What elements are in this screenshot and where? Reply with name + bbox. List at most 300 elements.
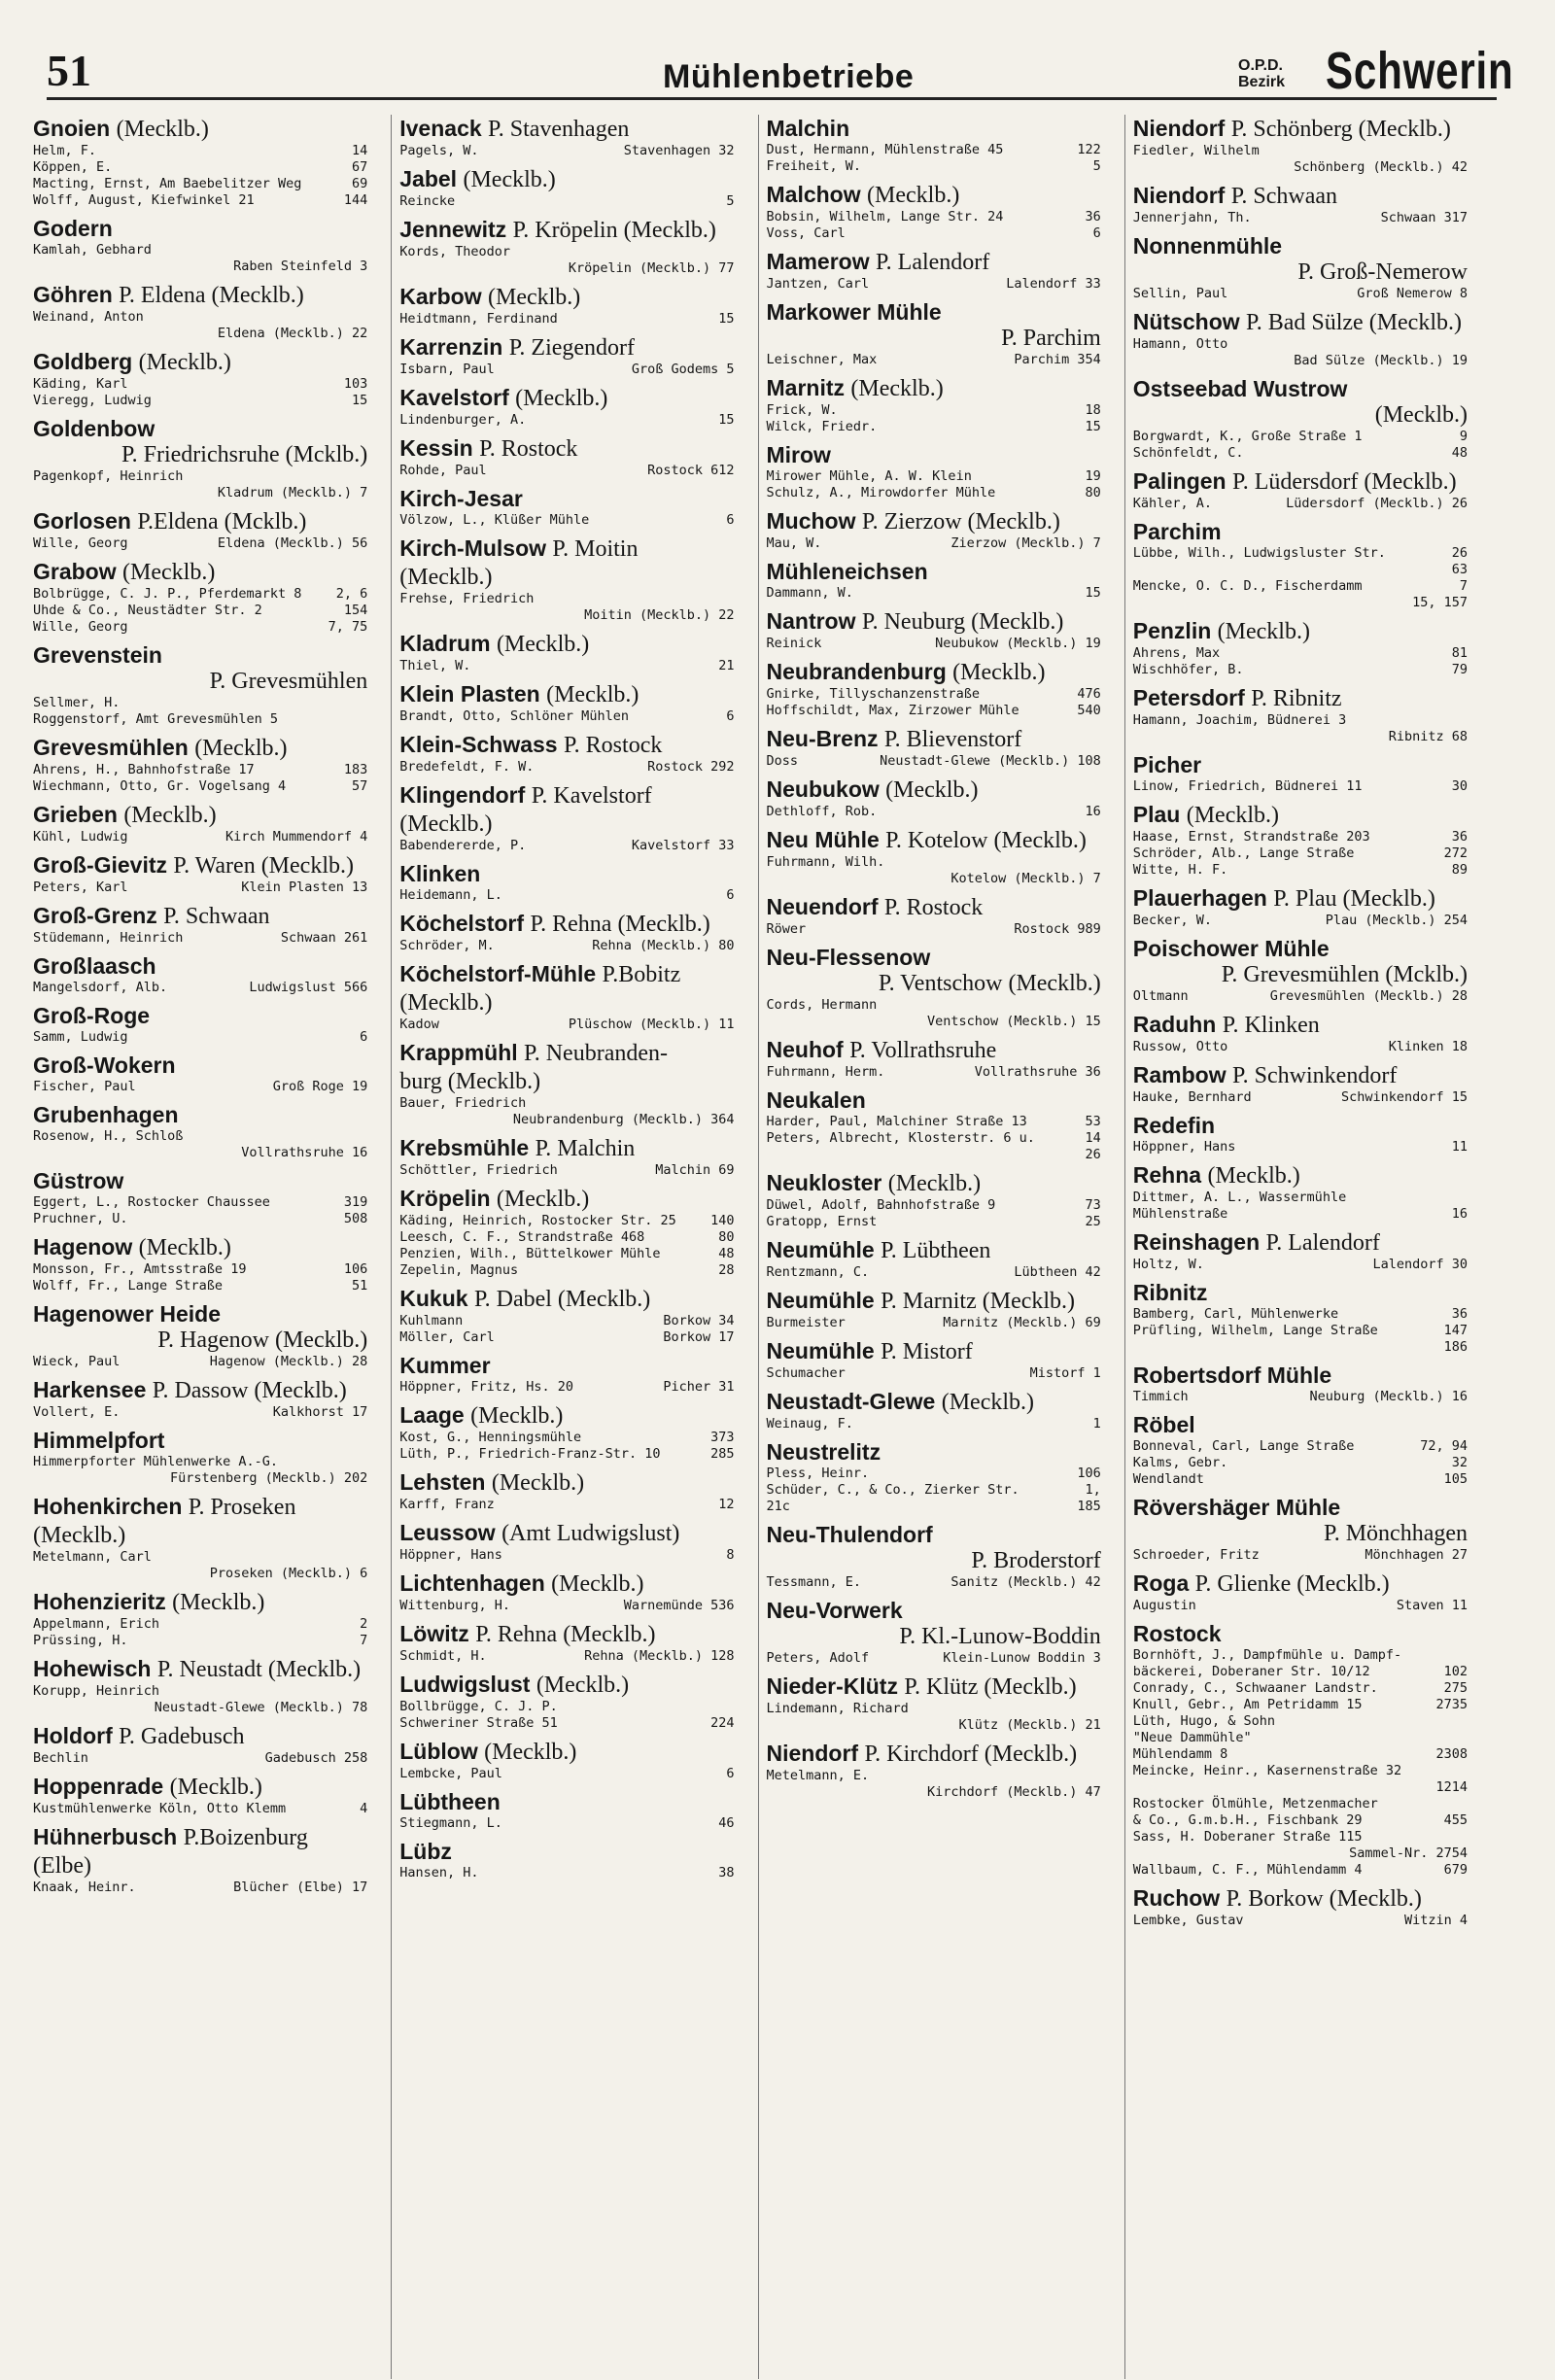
entry-phone: Schwaan 317	[1380, 210, 1468, 225]
entry-row	[1133, 353, 1468, 369]
locality-name: Holdorf	[33, 1723, 113, 1748]
entry-row	[33, 485, 367, 501]
entry-name: Bolbrügge, C. J. P., Pferdemarkt 8	[33, 586, 302, 602]
entry-phone: Kirchdorf (Mecklb.) 47	[926, 1784, 1101, 1800]
locality-section	[399, 1838, 734, 1881]
entry-row	[767, 1574, 1101, 1591]
locality-name: Plau	[1132, 802, 1181, 827]
locality-heading	[33, 641, 367, 669]
entry-row	[33, 1029, 367, 1046]
locality-heading	[33, 1493, 367, 1549]
entry-phone: Lüdersdorf (Mecklb.) 26	[1286, 496, 1468, 511]
locality-section	[767, 248, 1101, 293]
locality-section	[399, 535, 734, 624]
entry-phone: Rostock 292	[647, 759, 735, 775]
locality-heading	[399, 1039, 734, 1095]
entry-phone: 7	[1459, 578, 1468, 594]
entry-row	[33, 930, 367, 947]
entry-name: Bredefeldt, F. W.	[399, 759, 535, 775]
post-office: (Mecklb.)	[850, 376, 944, 401]
locality-heading	[399, 1738, 734, 1766]
locality-heading	[1133, 232, 1468, 259]
locality-section	[399, 384, 734, 429]
locality-heading	[1133, 1011, 1468, 1039]
entry-name: Heidemann, L.	[399, 887, 502, 903]
entry-phone: Klein-Lunow Boddin 3	[943, 1650, 1101, 1666]
post-office: P. Kavelstorf (Mecklb.)	[399, 783, 652, 837]
entry-phone: Ludwigslust 566	[249, 980, 368, 995]
entry-row	[399, 1815, 734, 1832]
post-office-line: (Mecklb.)	[1374, 402, 1468, 428]
post-office: P. Plau (Mecklb.)	[1273, 886, 1435, 912]
locality-name: Petersdorf	[1132, 685, 1245, 710]
entry-phone: Sammel-Nr. 2754	[1349, 1845, 1468, 1861]
entry-row	[767, 1214, 1101, 1230]
entry-name: Stiegmann, L.	[399, 1815, 502, 1831]
locality-heading	[1133, 1494, 1468, 1521]
entry-name: Dammann, W.	[766, 585, 853, 601]
entry-name: Schönfeldt, C.	[1132, 445, 1244, 461]
entry-name: Dust, Hermann, Mühlenstraße 45	[766, 142, 1004, 157]
entry-row	[33, 192, 367, 209]
locality-section	[399, 1569, 734, 1614]
locality-heading	[399, 910, 734, 938]
locality-heading	[33, 1167, 367, 1194]
entry-row	[399, 1313, 734, 1329]
entry-row	[767, 1701, 1101, 1717]
entry-phone: 11	[1451, 1139, 1468, 1155]
entry-row	[1133, 1339, 1468, 1356]
entry-phone: 15, 157	[1412, 595, 1468, 610]
entry-phone: Raben Steinfeld 3	[233, 259, 368, 274]
locality-section	[33, 348, 367, 409]
entry-row	[399, 759, 734, 776]
entry-name: bäckerei, Doberaner Str. 10/12	[1132, 1664, 1370, 1679]
post-office-line: P. Kl.-Lunow-Boddin	[899, 1624, 1101, 1649]
entry-phone: Neuburg (Mecklb.) 16	[1309, 1389, 1468, 1404]
entry-name: Schröder, M.	[399, 938, 495, 953]
entry-name: Tessmann, E.	[766, 1574, 862, 1590]
entry-phone: 272	[1443, 845, 1468, 861]
locality-name: Lübz	[399, 1839, 452, 1864]
entry-row	[33, 1194, 367, 1211]
entry-row	[33, 1750, 367, 1767]
entry-row	[1133, 1680, 1468, 1697]
locality-section	[1133, 1494, 1468, 1564]
locality-section	[767, 1087, 1101, 1163]
locality-section	[33, 734, 367, 795]
entry-row	[1133, 1323, 1468, 1339]
post-office: (Mecklb.)	[885, 777, 979, 803]
entry-row	[767, 585, 1101, 602]
locality-section	[767, 507, 1101, 552]
locality-heading	[33, 215, 367, 242]
locality-section	[1133, 467, 1468, 512]
locality-name: Neu-Flessenow	[766, 945, 931, 970]
entry-phone: Borkow 17	[663, 1329, 735, 1345]
locality-section	[399, 781, 734, 854]
entry-row	[1133, 712, 1468, 729]
locality-name: Ostseebad Wustrow	[1132, 376, 1348, 401]
locality-heading	[1133, 935, 1468, 962]
entry-phone: Klein Plasten 13	[241, 880, 368, 895]
entry-row	[767, 352, 1101, 368]
locality-name: Klingendorf	[399, 782, 526, 808]
entry-row	[767, 1466, 1101, 1482]
locality-section	[33, 1722, 367, 1767]
locality-heading	[767, 507, 1101, 535]
entry-row	[1133, 729, 1468, 745]
locality-section	[399, 1788, 734, 1832]
entry-phone: 16	[1085, 804, 1101, 819]
locality-name: Hohenzieritz	[33, 1589, 166, 1614]
entry-row	[1133, 496, 1468, 512]
entry-name: Fiedler, Wilhelm	[1132, 143, 1260, 158]
entry-phone: 14	[1085, 1130, 1101, 1146]
entry-row	[1133, 1471, 1468, 1488]
post-office: (Mecklb.)	[1207, 1163, 1300, 1189]
post-office-line: P. Broderstorf	[971, 1548, 1101, 1573]
entry-phone: Ventschow (Mecklb.) 15	[926, 1014, 1101, 1029]
locality-section	[1133, 1228, 1468, 1273]
entry-row	[767, 703, 1101, 719]
entry-name: Thiel, W.	[399, 658, 471, 673]
locality-section	[1133, 1161, 1468, 1223]
locality-heading	[399, 485, 734, 512]
entry-phone: Rehna (Mecklb.) 80	[592, 938, 735, 953]
entry-name: Lübbe, Wilh., Ludwigsluster Str.	[1132, 545, 1386, 561]
entry-row	[767, 1784, 1101, 1801]
entry-name: Kühl, Ludwig	[33, 829, 128, 845]
locality-section	[767, 1597, 1101, 1667]
entry-name: Bornhöft, J., Dampfmühle u. Dampf-	[1132, 1647, 1402, 1663]
entry-name: Rostocker Ölmühle, Metzenmacher	[1132, 1796, 1378, 1811]
entry-phone: Rostock 612	[647, 463, 735, 478]
entry-name: Höppner, Hans	[1132, 1139, 1236, 1155]
entry-name: Sellmer, H.	[33, 695, 121, 710]
locality-section	[1133, 751, 1468, 795]
entry-row	[399, 193, 734, 210]
entry-phone: 147	[1443, 1323, 1468, 1338]
post-office: (Mecklb.)	[496, 632, 590, 657]
locality-section	[399, 485, 734, 529]
entry-phone: Borkow 34	[663, 1313, 735, 1328]
post-office-line: P. Hagenow (Mecklb.)	[157, 1328, 368, 1353]
entry-name: Peters, Adolf	[766, 1650, 870, 1666]
locality-heading	[767, 441, 1101, 468]
entry-row	[399, 1262, 734, 1279]
post-office: P. Borkow (Mecklb.)	[1226, 1886, 1422, 1912]
entry-row	[1133, 429, 1468, 445]
post-office: P. Schwaan	[1230, 184, 1338, 209]
entry-phone: 14	[351, 143, 368, 158]
entry-phone: 36	[1085, 209, 1101, 224]
post-office-line: P. Mönchhagen	[1324, 1521, 1468, 1546]
locality-name: Grevesmühlen	[33, 735, 189, 760]
entry-row	[1133, 1139, 1468, 1156]
locality-heading	[399, 781, 734, 838]
post-office: P.Bobitz (Mecklb.)	[399, 962, 681, 1016]
locality-section	[33, 902, 367, 947]
locality-name: Markower Mühle	[766, 299, 942, 325]
entry-row	[1133, 1796, 1468, 1812]
locality-section	[1133, 1362, 1468, 1405]
entry-name: Wolff, Fr., Lange Straße	[33, 1278, 224, 1293]
entry-phone: Stavenhagen 32	[623, 143, 735, 158]
entry-phone: 6	[726, 887, 735, 903]
post-office: P. Rostock	[479, 436, 578, 462]
entry-phone: 224	[710, 1715, 735, 1731]
entry-row	[33, 309, 367, 326]
entry-phone: Fürstenberg (Mecklb.) 202	[170, 1470, 368, 1486]
entry-phone: Mönchhagen 27	[1365, 1547, 1468, 1563]
locality-name: Picher	[1132, 752, 1202, 777]
entry-phone: Lalendorf 33	[1006, 276, 1101, 292]
entry-phone: 18	[1085, 402, 1101, 418]
entry-phone: 53	[1085, 1114, 1101, 1129]
entry-phone: Malchin 69	[655, 1162, 735, 1178]
entry-phone: Hagenow (Mecklb.) 28	[209, 1354, 368, 1369]
entry-row	[399, 1865, 734, 1881]
entry-row	[1133, 1763, 1468, 1779]
entry-phone: 51	[351, 1278, 368, 1293]
entry-row	[33, 829, 367, 845]
locality-section	[33, 558, 367, 636]
locality-name: Niendorf	[766, 1741, 859, 1766]
entry-phone: Picher 31	[663, 1379, 735, 1395]
locality-name: Lichtenhagen	[399, 1570, 545, 1596]
locality-heading	[767, 115, 1101, 142]
locality-heading	[33, 115, 367, 143]
entry-phone: 73	[1085, 1197, 1101, 1213]
locality-heading	[1133, 884, 1468, 913]
locality-heading	[33, 348, 367, 376]
entry-row	[767, 1365, 1101, 1382]
entry-phone: Lalendorf 30	[1372, 1257, 1468, 1272]
locality-name: Hoppenrade	[33, 1774, 164, 1799]
locality-heading	[399, 1788, 734, 1815]
entry-row	[399, 1213, 734, 1229]
locality-name: Malchin	[766, 116, 850, 141]
entry-name: Metelmann, Carl	[33, 1549, 152, 1565]
entry-phone: 2	[360, 1616, 368, 1632]
locality-section	[1133, 617, 1468, 678]
entry-name: Burmeister	[766, 1315, 846, 1330]
post-office-line: P. Parchim	[1001, 326, 1101, 351]
locality-heading	[399, 1569, 734, 1598]
column-1	[33, 115, 367, 2379]
entry-row	[1133, 862, 1468, 879]
entry-name: Wieck, Paul	[33, 1354, 121, 1369]
entry-name: Augustin	[1132, 1598, 1196, 1613]
locality-heading	[399, 1838, 734, 1865]
locality-heading	[767, 893, 1101, 921]
entry-row	[1133, 1713, 1468, 1730]
entry-name: Düwel, Adolf, Bahnhofstraße 9	[766, 1197, 996, 1213]
entry-phone: 183	[343, 762, 368, 777]
entry-row	[33, 1616, 367, 1633]
entry-name: Doss	[766, 753, 799, 769]
entry-name: Bobsin, Wilhelm, Lange Str. 24	[766, 209, 1004, 224]
entry-phone: 89	[1451, 862, 1468, 878]
entry-phone: 9	[1459, 429, 1468, 444]
post-office-line: P. Groß-Nemerow	[1297, 259, 1468, 285]
locality-name: Rövershäger Mühle	[1132, 1495, 1341, 1520]
entry-name: Heidtmann, Ferdinand	[399, 311, 558, 327]
locality-heading	[767, 298, 1101, 326]
entry-phone: Zierzow (Mecklb.) 7	[950, 535, 1101, 551]
entry-row	[399, 1446, 734, 1463]
locality-name: Neubrandenburg	[766, 659, 947, 684]
entry-row	[33, 242, 367, 259]
locality-name: Neumühle	[766, 1338, 875, 1363]
entry-phone: Kavelstorf 33	[631, 838, 735, 853]
entry-row	[399, 1715, 734, 1732]
entry-phone: 508	[343, 1211, 368, 1226]
entry-name: Mühlenstraße	[1132, 1206, 1228, 1222]
locality-section	[33, 415, 367, 501]
locality-section	[767, 1521, 1101, 1591]
entry-phone: Neubrandenburg (Mecklb.) 364	[512, 1112, 735, 1127]
entry-phone: 15	[351, 393, 368, 408]
entry-name: Pagels, W.	[399, 143, 479, 158]
locality-heading	[767, 607, 1101, 636]
post-office: P. Neubranden- burg (Mecklb.)	[399, 1041, 668, 1094]
locality-heading	[33, 1101, 367, 1128]
entry-row	[399, 311, 734, 328]
locality-heading	[399, 115, 734, 143]
entry-row	[399, 1547, 734, 1564]
locality-name: Gnoien	[33, 116, 111, 141]
entry-row	[1133, 1438, 1468, 1455]
locality-name: Neukloster	[766, 1170, 882, 1195]
entry-phone: Eldena (Mecklb.) 22	[217, 326, 368, 341]
locality-name: Marnitz	[766, 375, 845, 400]
locality-section	[1133, 1112, 1468, 1156]
locality-heading	[767, 826, 1101, 854]
entry-row	[767, 753, 1101, 770]
entry-row	[399, 607, 734, 624]
post-office: P. Waren (Mecklb.)	[173, 853, 354, 879]
entry-row	[33, 778, 367, 795]
entry-name: Kost, G., Henningsmühle	[399, 1430, 582, 1445]
entry-row	[33, 535, 367, 552]
post-office: P. Klinken	[1222, 1013, 1320, 1038]
entry-row	[399, 1095, 734, 1112]
entry-phone: 455	[1443, 1812, 1468, 1828]
entry-phone: 102	[1443, 1664, 1468, 1679]
locality-name: Krappmühl	[399, 1040, 518, 1065]
post-office: (Mecklb.)	[122, 560, 216, 585]
locality-section	[33, 1773, 367, 1817]
entry-name: Karff, Franz	[399, 1497, 495, 1512]
entry-row	[33, 326, 367, 342]
entry-name: Isbarn, Paul	[399, 362, 495, 377]
locality-heading	[399, 1352, 734, 1379]
entry-name: Schmidt, H.	[399, 1648, 487, 1664]
post-office-line: P. Friedrichsruhe (Mcklb.)	[121, 442, 368, 467]
locality-name: Groß-Gievitz	[33, 852, 168, 878]
entry-phone: Grevesmühlen (Mecklb.) 28	[1269, 988, 1468, 1004]
locality-section	[767, 115, 1101, 175]
entry-name: Rosenow, H., Schloß	[33, 1128, 184, 1144]
post-office: P. Neustadt (Mecklb.)	[156, 1657, 362, 1682]
locality-name: Nonnenmühle	[1132, 233, 1283, 259]
entry-phone: Neustadt-Glewe (Mecklb.) 78	[154, 1700, 368, 1715]
entry-row	[399, 887, 734, 904]
locality-section	[767, 441, 1101, 501]
entry-phone: 26	[1085, 1147, 1101, 1162]
locality-name: Kirch-Mulsow	[399, 535, 547, 561]
locality-heading	[399, 630, 734, 658]
entry-row	[767, 1768, 1101, 1784]
locality-name: Röbel	[1132, 1412, 1195, 1437]
locality-heading	[1133, 684, 1468, 712]
entry-name: Wischhöfer, B.	[1132, 662, 1244, 677]
locality-heading	[767, 725, 1101, 753]
entry-phone: 63	[1451, 562, 1468, 577]
entry-phone: Lübtheen 42	[1014, 1264, 1101, 1280]
entry-name: Penzien, Wilh., Büttelkower Mühle	[399, 1246, 661, 1261]
entry-name: Fuhrmann, Wilh.	[766, 854, 885, 870]
locality-heading	[1133, 308, 1468, 336]
locality-section	[767, 374, 1101, 435]
page-number: 51	[47, 46, 91, 95]
entry-row	[1133, 1746, 1468, 1763]
post-office: P.Boizenburg (Elbe)	[33, 1825, 308, 1879]
entry-row	[399, 1598, 734, 1614]
locality-heading	[399, 1134, 734, 1162]
entry-phone: 36	[1451, 829, 1468, 845]
locality-heading	[33, 1002, 367, 1029]
locality-section	[767, 826, 1101, 887]
entry-row	[33, 1211, 367, 1227]
locality-name: Kirch-Jesar	[399, 486, 523, 511]
post-office: (Mecklb.)	[116, 117, 209, 142]
entry-row	[1133, 845, 1468, 862]
entry-row	[767, 1416, 1101, 1432]
entry-phone: 12	[718, 1497, 735, 1512]
entry-name: Bonneval, Carl, Lange Straße	[1132, 1438, 1355, 1454]
entry-name: Himmerpforter Mühlenwerke A.-G.	[33, 1454, 278, 1469]
entry-name: Stüdemann, Heinrich	[33, 930, 184, 946]
locality-name: Jabel	[399, 166, 458, 191]
entry-phone: 1214	[1435, 1779, 1468, 1795]
entry-name: Borgwardt, K., Große Straße 1	[1132, 429, 1363, 444]
entry-row	[33, 762, 367, 778]
post-office: (Mecklb.)	[867, 183, 960, 208]
entry-name: Kamlah, Gebhard	[33, 242, 152, 258]
entry-name: Lüth, P., Friedrich-Franz-Str. 10	[399, 1446, 661, 1462]
locality-section	[1133, 1569, 1468, 1614]
entry-name: Weinand, Anton	[33, 309, 144, 325]
locality-name: Neu Mühle	[766, 827, 880, 852]
entry-phone: 26	[1451, 545, 1468, 561]
locality-name: Leussow	[399, 1520, 496, 1545]
entry-row	[767, 686, 1101, 703]
locality-heading	[399, 1671, 734, 1699]
locality-name: Goldberg	[33, 349, 133, 374]
entry-name: Käding, Heinrich, Rostocker Str. 25	[399, 1213, 676, 1228]
locality-name: Hohenkirchen	[33, 1494, 183, 1519]
entry-phone: 105	[1443, 1471, 1468, 1487]
locality-name: Muchow	[766, 508, 856, 534]
entry-row	[33, 619, 367, 636]
header-rule	[47, 97, 1497, 100]
entry-row	[767, 158, 1101, 175]
entry-row	[767, 535, 1101, 552]
entry-name: Kuhlmann	[399, 1313, 464, 1328]
